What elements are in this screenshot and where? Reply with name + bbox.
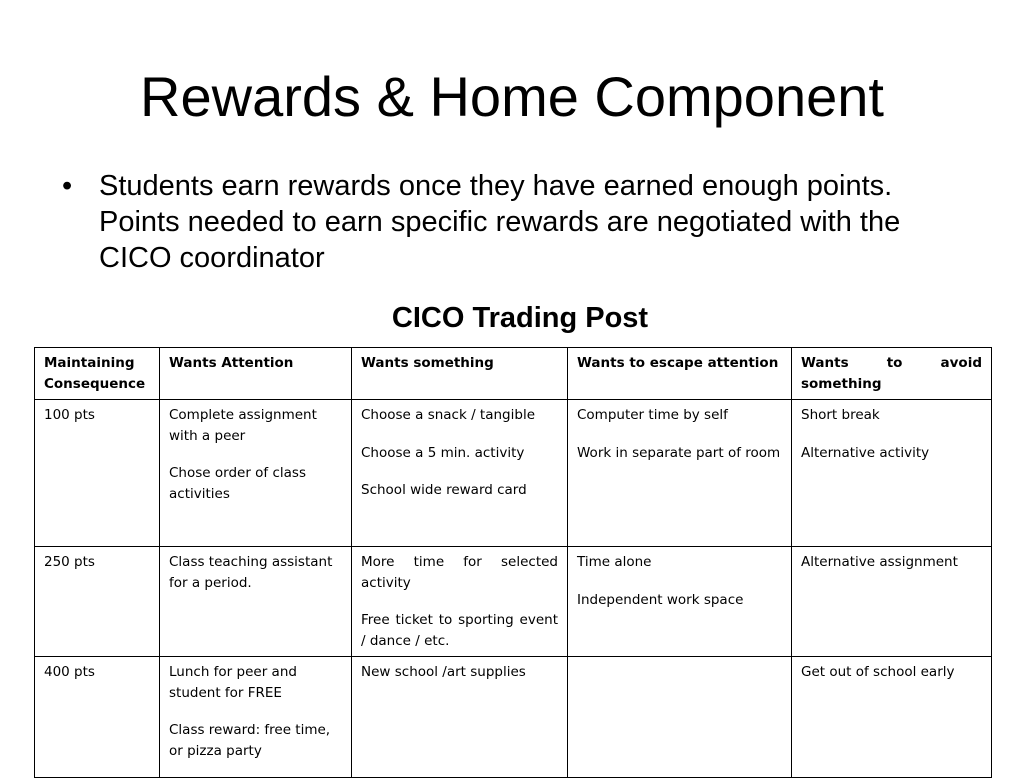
reward-item: Choose a 5 min. activity: [361, 444, 525, 461]
escape-cell: [568, 400, 792, 547]
reward-item: Chose order of class activities: [169, 465, 306, 502]
reward-item: Lunch for peer and student for FREE: [169, 664, 297, 701]
header-wants-attention: Wants Attention: [160, 348, 352, 400]
reward-item: New school /art supplies: [361, 664, 526, 680]
reward-item: Free ticket to sporting event / dance / etc.: [361, 612, 558, 649]
bullet-item: [62, 168, 962, 276]
header-avoid-word: Wants: [801, 355, 849, 371]
bullet-text: Students earn rewards once they have earned enough points. Points needed to earn specific rewards are negotiated with the CICO coordinator: [99, 170, 901, 274]
slide-title: Rewards & Home Component: [140, 65, 884, 128]
something-cell: [352, 400, 568, 547]
escape-cell: [568, 657, 792, 778]
reward-item: Time alone: [577, 554, 652, 570]
reward-item: Class teaching assistant for a period.: [169, 554, 333, 591]
reward-item: More time for selected activity: [361, 554, 558, 591]
avoid-cell: [792, 657, 992, 778]
attention-cell: [160, 547, 352, 657]
points-cell: 100 pts: [35, 400, 160, 547]
attention-cell: [160, 400, 352, 547]
something-cell: [352, 547, 568, 657]
attention-cell: [160, 657, 352, 778]
header-avoid-second-line: something: [801, 375, 882, 392]
reward-item: Independent work space: [577, 591, 744, 608]
bullet-icon: •: [62, 170, 73, 202]
header-wants-something: Wants something: [352, 348, 568, 400]
reward-item: Short break: [801, 407, 880, 423]
something-cell: [352, 657, 568, 778]
escape-cell: [568, 547, 792, 657]
table-row: [35, 547, 992, 657]
trading-post-table: [34, 347, 992, 778]
reward-item: School wide reward card: [361, 482, 527, 498]
reward-item: Computer time by self: [577, 407, 728, 423]
reward-item: Get out of school early: [801, 664, 955, 680]
points-cell: 250 pts: [35, 547, 160, 657]
reward-item: Complete assignment with a peer: [169, 407, 317, 444]
reward-item: Choose a snack / tangible: [361, 407, 535, 423]
header-wants-escape-attention: Wants to escape attention: [568, 348, 792, 400]
header-avoid-word: to: [886, 355, 903, 371]
table-header-row: [35, 348, 992, 400]
reward-item: Alternative activity: [801, 444, 930, 461]
reward-item: Class reward: free time, or pizza party: [169, 722, 331, 759]
avoid-cell: [792, 400, 992, 547]
table-row: [35, 657, 992, 778]
bullet-list: [62, 168, 962, 276]
table-row: [35, 400, 992, 547]
points-cell: 400 pts: [35, 657, 160, 778]
reward-item: Alternative assignment: [801, 554, 958, 570]
header-wants-avoid-something: [792, 348, 992, 400]
avoid-cell: [792, 547, 992, 657]
header-avoid-first-line: [801, 353, 982, 374]
table-caption: CICO Trading Post: [391, 302, 649, 334]
reward-item: Work in separate part of room: [577, 444, 781, 461]
header-maintaining-consequence: Maintaining Consequence: [35, 348, 160, 400]
header-avoid-word: avoid: [940, 355, 982, 371]
